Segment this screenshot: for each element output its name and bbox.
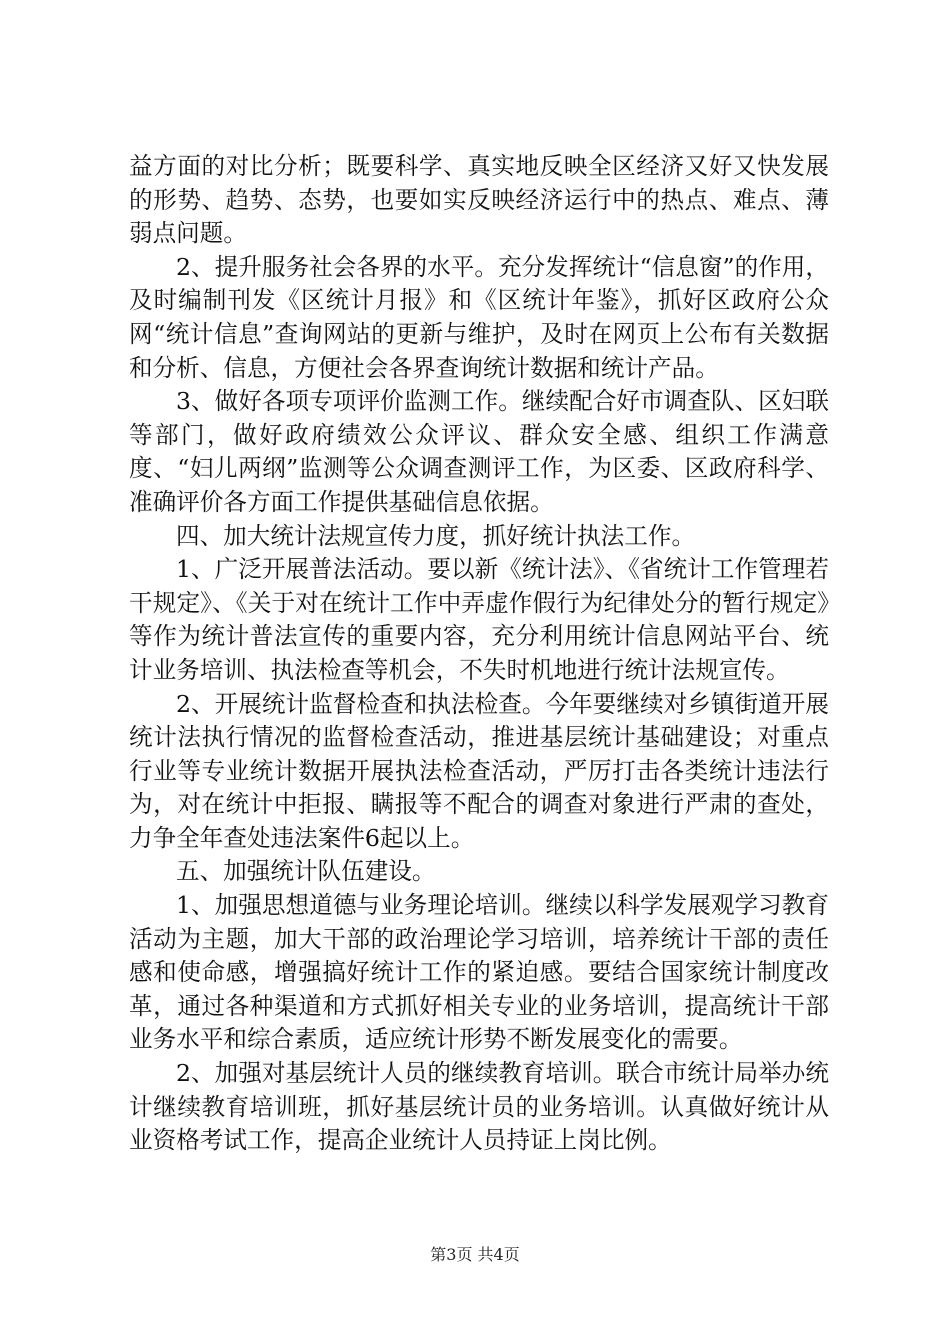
paragraph-1: 益方面的对比分析；既要科学、真实地反映全区经济又好又快发展的形势、趋势、态势，也要如实反映经济运行中的热点、难点、薄弱点问题。: [129, 152, 829, 248]
paragraph-8: 1、加强思想道德与业务理论培训。继续以科学发展观学习教育活动为主题，加大干部的政治理论学习培训，培养统计干部的责任感和使命感，增强搞好统计工作的紧迫感。要结合国家统计制度改革，通过各种渠道和方式抓好相关专业的业务培训，提高统计干部业务水平和综合素质，适应统计形势不断发展变化的需要。: [129, 891, 829, 1054]
paragraph-2: 2、提升服务社会各界的水平。充分发挥统计“信息窗”的作用，及时编制刊发《区统计月报》和《区统计年鉴》，抓好区政府公众网“统计信息”查询网站的更新与维护，及时在网页上公布有关数据和分析、信息，方便社会各界查询统计数据和统计产品。: [129, 252, 829, 382]
paragraph-9: 2、加强对基层统计人员的继续教育培训。联合市统计局举办统计继续教育培训班，抓好基层统计员的业务培训。认真做好统计从业资格考试工作，提高企业统计人员持证上岗比例。: [129, 1059, 829, 1155]
page-footer: 第3页 共4页: [430, 1245, 520, 1264]
section-heading-4: 四、加大统计法规宣传力度，抓好统计执法工作。: [176, 521, 696, 550]
section-heading-5: 五、加强统计队伍建设。: [176, 857, 436, 886]
document-body: [129, 150, 829, 1158]
paragraph-6: 2、开展统计监督检查和执法检查。今年要继续对乡镇街道开展统计法执行情况的监督检查活动，推进基层统计基础建设；对重点行业等专业统计数据开展执法检查活动，严厉打击各类统计违法行为，对在统计中拒报、瞒报等不配合的调查对象进行严肃的查处，力争全年查处违法案件6起以上。: [129, 689, 829, 852]
paragraph-5: 1、广泛开展普法活动。要以新《统计法》、《省统计工作管理若干规定》、《关于对在统计工作中弄虚作假行为纪律处分的暂行规定》等作为统计普法宣传的重要内容，充分利用统计信息网站平台、统计业务培训、执法检查等机会，不失时机地进行统计法规宣传。: [129, 555, 829, 684]
paragraph-3: 3、做好各项专项评价监测工作。继续配合好市调查队、区妇联等部门，做好政府绩效公众评议、群众安全感、组织工作满意度、“妇儿两纲”监测等公众调查测评工作，为区委、区政府科学、准确评价各方面工作提供基础信息依据。: [129, 387, 829, 516]
